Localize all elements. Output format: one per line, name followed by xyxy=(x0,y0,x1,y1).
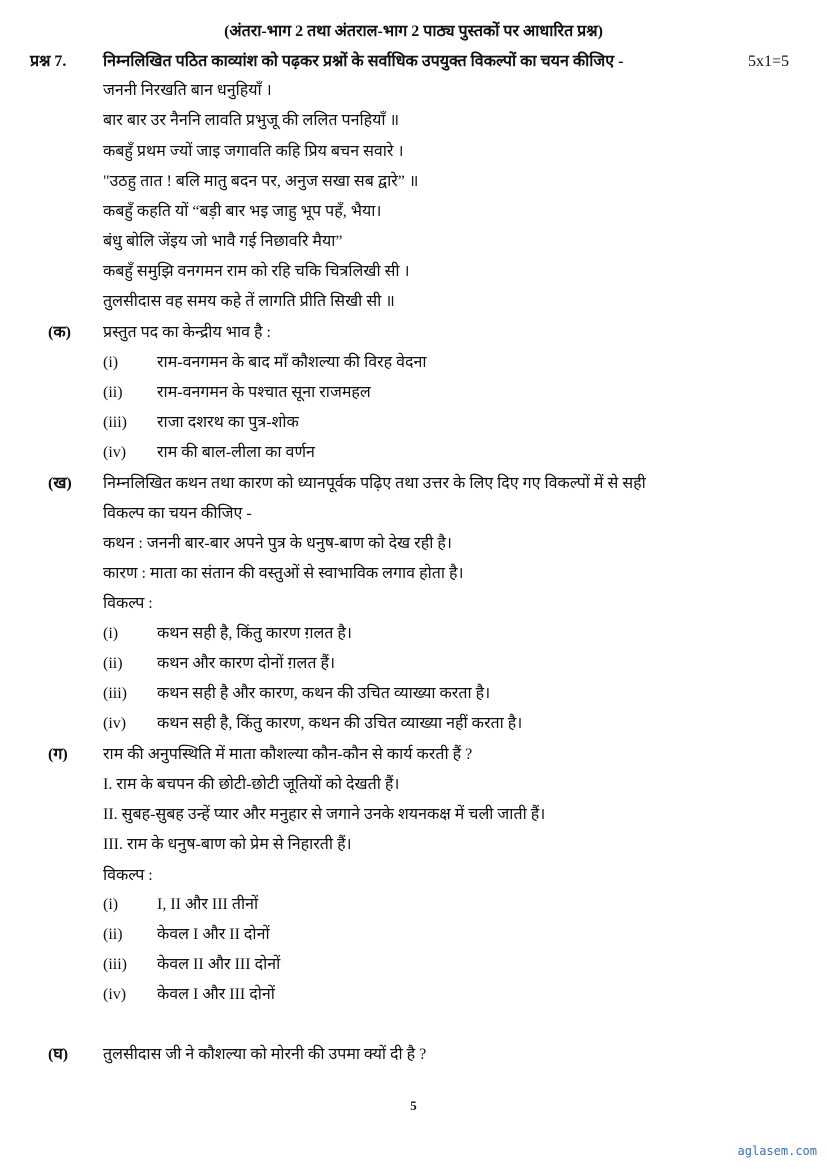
point-text: III. राम के धनुष-बाण को प्रेम से निहारती हैं। xyxy=(103,836,352,853)
option-text: राम-वनगमन के बाद माँ कौशल्या की विरह वेदना xyxy=(157,354,427,371)
point-item xyxy=(0,800,827,830)
options-label-text: विकल्प : xyxy=(103,867,153,884)
option-number: (ii) xyxy=(103,655,123,672)
option-item[interactable] xyxy=(0,709,827,739)
option-text: कथन और कारण दोनों ग़लत हैं। xyxy=(157,655,336,672)
poem-line xyxy=(0,76,827,106)
point-text: I. राम के बचपन की छोटी-छोटी जूतियों को देखती हैं। xyxy=(103,776,400,793)
section-header xyxy=(0,17,827,47)
poem-line xyxy=(0,167,827,197)
option-item[interactable] xyxy=(0,619,827,649)
page-number: 5 xyxy=(410,1098,417,1113)
option-item[interactable] xyxy=(0,378,827,408)
option-text: केवल II और III दोनों xyxy=(157,956,281,973)
poem-line xyxy=(0,287,827,317)
option-item[interactable] xyxy=(0,980,827,1010)
option-number: (iv) xyxy=(103,444,127,461)
statement-text: कथन : जननी बार-बार अपने पुत्र के धनुष-बाण को देख रही है। xyxy=(103,535,452,552)
option-number: (iv) xyxy=(103,715,127,732)
option-text: I, II और III तीनों xyxy=(157,896,259,913)
poem-line-text: कबहुँ समुझि वनगमन राम को रहि चकि चित्रलिखी सी । xyxy=(103,263,410,280)
reason xyxy=(0,559,827,589)
subquestion-label: (घ) xyxy=(48,1046,69,1063)
subquestion-label: (ख) xyxy=(48,475,72,492)
subquestion-text: प्रस्तुत पद का केन्द्रीय भाव है : xyxy=(103,324,271,341)
option-text: राजा दशरथ का पुत्र-शोक xyxy=(157,414,299,431)
question-marks: 5x1=5 xyxy=(748,53,790,70)
option-item[interactable] xyxy=(0,920,827,950)
subquestion-ka xyxy=(0,318,827,348)
option-text: राम-वनगमन के पश्चात सूना राजमहल xyxy=(157,384,371,401)
subquestion-text: विकल्प का चयन कीजिए - xyxy=(103,505,252,522)
poem-line-text: कबहुँ प्रथम ज्यों जाइ जगावति कहि प्रिय बचन सवारे । xyxy=(103,143,404,160)
watermark[interactable]: aglasem.com xyxy=(737,1144,817,1158)
question-7 xyxy=(0,47,827,77)
poem-line-text: "उठहु तात ! बलि मातु बदन पर, अनुज सखा सब द्वारे” ॥ xyxy=(103,173,419,190)
poem-line xyxy=(0,257,827,287)
subquestion-gha xyxy=(0,1040,827,1070)
poem-line-text: बंधु बोलि जेंइय जो भावै गई निछावरि मैया” xyxy=(103,233,343,250)
poem-line-text: तुलसीदास वह समय कहे तें लागति प्रीति सिखी सी ॥ xyxy=(103,293,395,310)
option-text: कथन सही है, किंतु कारण ग़लत है। xyxy=(157,625,352,642)
point-item xyxy=(0,830,827,860)
poem-line xyxy=(0,227,827,257)
subquestion-text: तुलसीदास जी ने कौशल्या को मोरनी की उपमा क्यों दी है ? xyxy=(103,1046,427,1063)
subquestion-label: (ग) xyxy=(48,746,68,763)
option-number: (ii) xyxy=(103,926,123,943)
option-number: (iv) xyxy=(103,986,127,1003)
option-number: (ii) xyxy=(103,384,123,401)
option-item[interactable] xyxy=(0,649,827,679)
section-header-text: (अंतरा-भाग 2 तथा अंतराल-भाग 2 पाठ्य पुस्तकों पर आधारित प्रश्न) xyxy=(224,23,603,40)
statement xyxy=(0,529,827,559)
subquestion-ga xyxy=(0,740,827,770)
reason-text: कारण : माता का संतान की वस्तुओं से स्वाभाविक लगाव होता है। xyxy=(103,565,464,582)
subquestion-kha xyxy=(0,469,827,499)
option-text: राम की बाल-लीला का वर्णन xyxy=(157,444,315,461)
option-number: (iii) xyxy=(103,956,127,973)
subquestion-text: राम की अनुपस्थिति में माता कौशल्या कौन-कौन से कार्य करती हैं ? xyxy=(103,746,473,763)
options-label xyxy=(0,861,827,891)
option-text: केवल I और III दोनों xyxy=(157,986,275,1003)
question-text: निम्नलिखित पठित काव्यांश को पढ़कर प्रश्नों के सर्वाधिक उपयुक्त विकल्पों का चयन कीजिए - xyxy=(103,53,624,70)
question-label: प्रश्न 7. xyxy=(30,53,67,70)
poem-line-text: जननी निरखति बान धनुहियाँ । xyxy=(103,82,272,99)
option-item[interactable] xyxy=(0,679,827,709)
options-label-text: विकल्प : xyxy=(103,595,153,612)
poem-line xyxy=(0,197,827,227)
poem-line xyxy=(0,106,827,136)
poem-line xyxy=(0,137,827,167)
subquestion-text-cont xyxy=(0,499,827,529)
option-item[interactable] xyxy=(0,438,827,468)
option-number: (i) xyxy=(103,354,119,371)
poem-line-text: बार बार उर नैननि लावति प्रभुजू की ललित पनहियाँ ॥ xyxy=(103,112,400,129)
option-text: कथन सही है, किंतु कारण, कथन की उचित व्याख्या नहीं करता है। xyxy=(157,715,523,732)
option-text: केवल I और II दोनों xyxy=(157,926,270,943)
subquestion-text: निम्नलिखित कथन तथा कारण को ध्यानपूर्वक पढ़िए तथा उत्तर के लिए दिए गए विकल्पों में से सही xyxy=(103,475,646,492)
option-number: (iii) xyxy=(103,414,127,431)
option-item[interactable] xyxy=(0,950,827,980)
option-item[interactable] xyxy=(0,408,827,438)
option-number: (iii) xyxy=(103,685,127,702)
point-text: II. सुबह-सुबह उन्हें प्यार और मनुहार से जगाने उनके शयनकक्ष में चली जाती हैं। xyxy=(103,806,546,823)
poem-line-text: कबहुँ कहति यों “बड़ी बार भइ जाहु भूप पहँ, भैया। xyxy=(103,203,382,220)
option-item[interactable] xyxy=(0,348,827,378)
subquestion-label: (क) xyxy=(48,324,71,341)
option-number: (i) xyxy=(103,896,119,913)
point-item xyxy=(0,770,827,800)
option-number: (i) xyxy=(103,625,119,642)
option-item[interactable] xyxy=(0,890,827,920)
option-text: कथन सही है और कारण, कथन की उचित व्याख्या करता है। xyxy=(157,685,491,702)
options-label xyxy=(0,589,827,619)
